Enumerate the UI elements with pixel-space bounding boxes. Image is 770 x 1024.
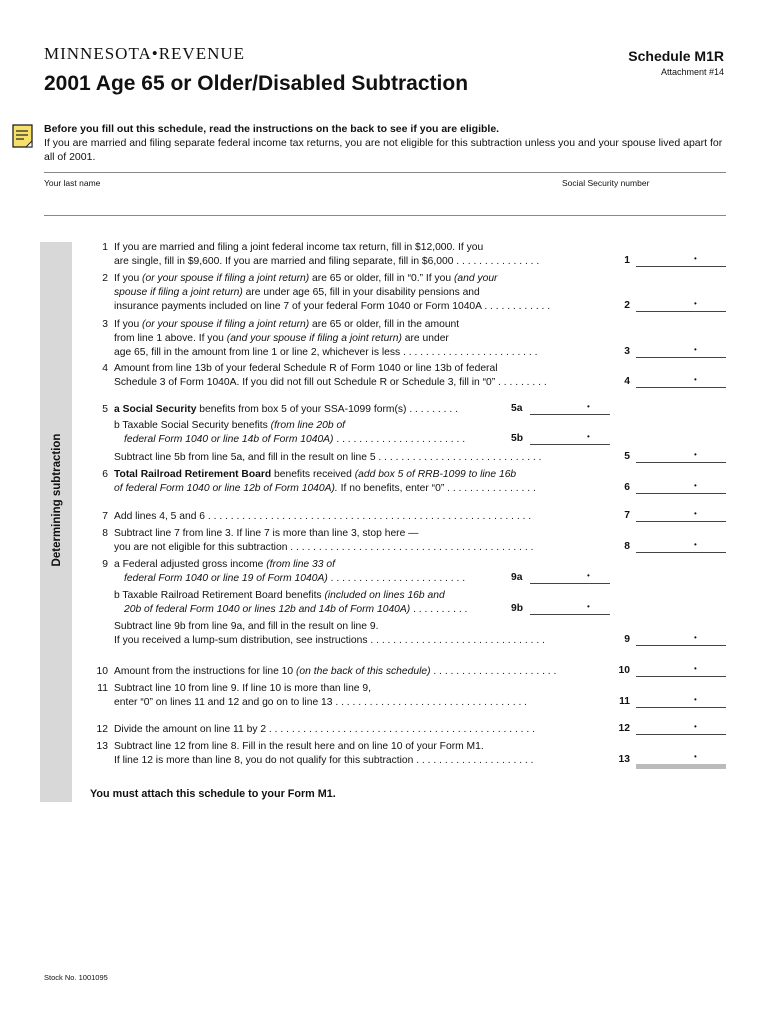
line-7: 7 Add lines 4, 5 and 6 . . . . . . . . . . . . . . . . . . . . . . . . . . . . . . . . . . . . . . . . . . . . . . . . . . . . . . . . . — [102, 511, 532, 522]
line-2-amount[interactable] — [636, 299, 726, 312]
line-4-amount[interactable] — [636, 375, 726, 388]
line-5a-amount[interactable] — [530, 402, 610, 415]
line-7-amount[interactable] — [636, 509, 726, 522]
line-2: 2 If you (or your spouse if filing a joint return) are 65 or older, fill in “0.” If you (and your spouse if filing a joint return) are under age 65, fill in your disability pensions and insurance payments included on line 7 of your federal Form 1040 or Form 1040A . . . . . . . . . . . . — [102, 273, 551, 312]
intro-bold: Before you fill out this schedule, read the instructions on the back to see if you are eligible. — [44, 123, 500, 135]
line-5b-amount[interactable] — [530, 432, 610, 445]
line-9: Subtract line 9b from line 9a, and fill in the result on line 9. If you received a lump-sum distribution, see instructions . . . . . . . . . . . . . . . . . . . . . . . . . . . . . . . — [114, 621, 545, 646]
line-13: 13 Subtract line 12 from line 8. Fill in the result here and on line 10 of your Form M1. If line 12 is more than line 8, you do not qualify for this subtraction . . . . . . . . . . . . . . . . . . . . . — [96, 741, 534, 766]
line-9b: b Taxable Railroad Retirement Board benefits (included on lines 16b and 20b of federal Form 1040 or lines 12b and 14b of Form 1040A) . . . . . . . . . . — [114, 590, 468, 615]
line-12-amount[interactable] — [636, 722, 726, 735]
form-title: 2001 Age 65 or Older/Disabled Subtraction — [44, 72, 469, 95]
line-8: 8 Subtract line 7 from line 3. If line 7 is more than line 3, stop here — you are not eligible for this subtraction . . . . . . . . . . . . . . . . . . . . . . . . . . . . . . . . . . . . . . . . . . . — [102, 528, 534, 553]
line-5-amount[interactable] — [636, 450, 726, 463]
intro-body: If you are married and filing separate federal income tax returns, you are not eligible for this subtraction unless you and your spouse lived apart for all of 2001. — [44, 137, 723, 163]
line-6-number: 6 — [624, 482, 630, 493]
line-9b-amount[interactable] — [530, 602, 610, 615]
line-9a: 9 a Federal adjusted gross income (from line 33 of federal Form 1040 or line 19 of Form 1040A) . . . . . . . . . . . . . . . . . . . . . . . . — [102, 559, 466, 584]
line-11-number: 11 — [619, 696, 630, 707]
line-7-number: 7 — [624, 510, 630, 521]
line-9b-number: 9b — [511, 603, 524, 614]
line-2-number: 2 — [624, 300, 630, 311]
line-12: 12 Divide the amount on line 11 by 2 . . . . . . . . . . . . . . . . . . . . . . . . . . . . . . . . . . . . . . . . . . . . . . . — [96, 724, 535, 735]
note-icon — [12, 124, 34, 150]
line-4-number: 4 — [624, 376, 630, 387]
line-11-amount[interactable] — [636, 695, 726, 708]
line-4: 4 Amount from line 13b of your federal Schedule R of Form 1040 or line 13b of federal Schedule 3 of Form 1040A. If you did not fill out Schedule R or Schedule 3, fill in “0” . . . . . . . . . — [102, 363, 547, 388]
line-8-number: 8 — [624, 541, 630, 552]
line-5a: 5 a Social Security benefits from box 5 of your SSA-1099 form(s) . . . . . . . . . — [102, 404, 458, 415]
line-6: 6 Total Railroad Retirement Board benefits received (add box 5 of RRB-1099 to line 16b of federal Form 1040 or line 12b of Form 1040A). If no benefits, enter “0” . . . . . . . . . . . . . . . . — [102, 469, 536, 494]
line-6-amount[interactable] — [636, 481, 726, 494]
line-5a-number: 5a — [511, 403, 523, 414]
line-10: 10 Amount from the instructions for line 10 (on the back of this schedule) . . . . . . . . . . . . . . . . . . . . . . — [96, 666, 557, 677]
schedule-name: Schedule M1R — [628, 48, 724, 64]
line-1-number: 1 — [624, 255, 630, 266]
line-1-amount[interactable] — [636, 254, 726, 267]
line-3-amount[interactable] — [636, 345, 726, 358]
line-5-number: 5 — [624, 451, 630, 462]
line-5b-number: 5b — [511, 433, 524, 444]
line-9a-number: 9a — [511, 572, 523, 583]
attachment-number: Attachment #14 — [660, 67, 724, 77]
line-10-amount[interactable] — [636, 664, 726, 677]
line-5: Subtract line 5b from line 5a, and fill in the result on line 5 . . . . . . . . . . . . . . . . . . . . . . . . . . . . . — [114, 452, 542, 463]
line-9a-amount[interactable] — [530, 571, 610, 584]
stock-number: Stock No. 1001095 — [44, 973, 108, 982]
line-13-number: 13 — [618, 754, 630, 765]
last-name-field[interactable] — [44, 215, 726, 216]
last-name-label: Your last name — [44, 178, 101, 188]
line-8-amount[interactable] — [636, 540, 726, 553]
line-12-number: 12 — [618, 723, 630, 734]
side-label: Determining subtraction — [51, 433, 63, 567]
line-13-shade — [636, 764, 726, 769]
line-3: 3 If you (or your spouse if filing a joint return) are 65 or older, fill in the amount from line 1 above. If you (and your spouse if filing a joint return) are under age 65, fill in the amount from line 1 or line 2, whichever is less . . . . . . . . . . . . . . . . . . . . . . . . — [102, 319, 538, 358]
line-10-number: 10 — [618, 665, 630, 676]
agency-name: MINNESOTA•REVENUE — [44, 44, 246, 63]
line-11: 11 Subtract line 10 from line 9. If line 10 is more than line 9, enter “0” on lines 11 and 12 and go on to line 13 . . . . . . . . . . . . . . . . . . . . . . . . . . . . . . . . . . — [97, 683, 528, 708]
ssn-label: Social Security number — [562, 178, 650, 188]
line-5b: b Taxable Social Security benefits (from line 20b of federal Form 1040 or line 14b of Form 1040A) . . . . . . . . . . . . . . . . . . . . . . . — [114, 420, 466, 445]
line-1: 1 If you are married and filing a joint federal income tax return, fill in $12,000. If you are single, fill in $9,600. If you are married and filing separate, fill in $6,000 . . . . . . . . . . . . . . . — [102, 242, 540, 267]
line-9-amount[interactable] — [636, 633, 726, 646]
attach-note: You must attach this schedule to your Form M1. — [90, 788, 336, 800]
intro-text — [44, 122, 729, 164]
line-9-number: 9 — [624, 634, 630, 645]
line-3-number: 3 — [624, 346, 630, 357]
